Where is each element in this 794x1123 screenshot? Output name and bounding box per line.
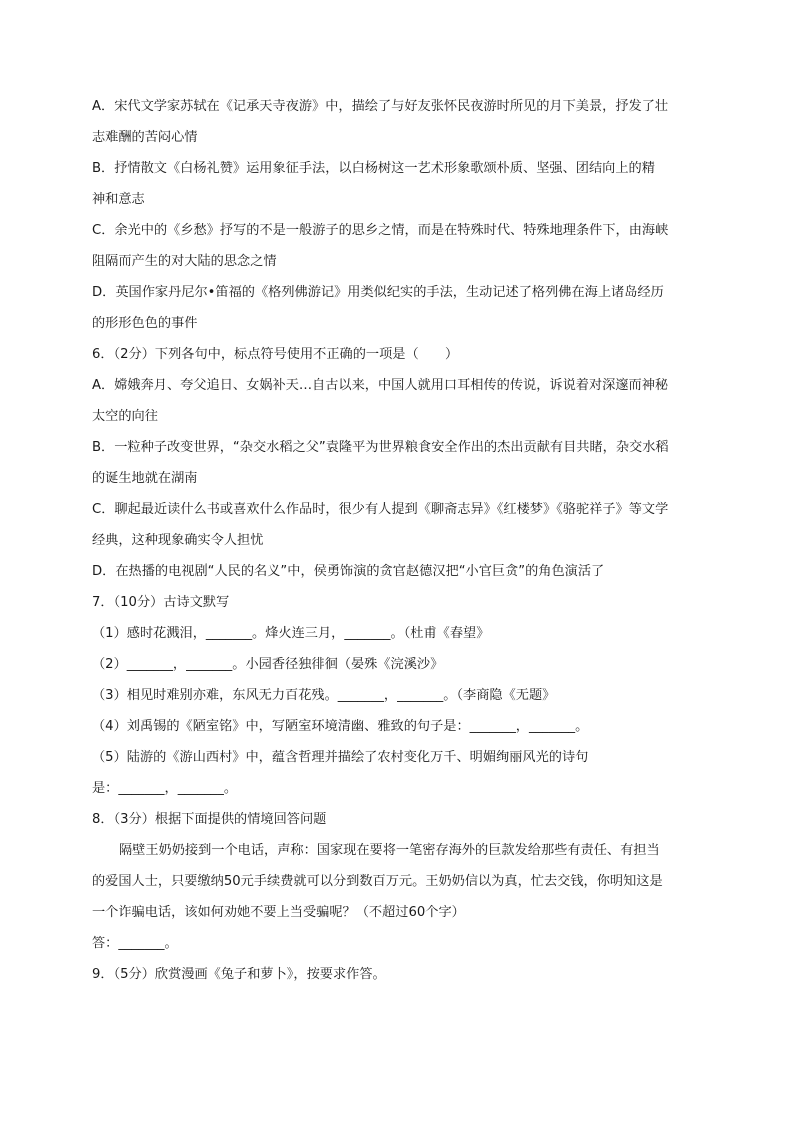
option-b-line-2: 神和意志 [92,192,145,207]
q6-option-c-line-2: 经典，这种现象确实令人担忧 [92,533,264,548]
q7-item-5-line-2: 是：_______，_______。 [92,781,238,796]
option-c-line-2: 阻隔而产生的对大陆的思念之情 [92,254,277,269]
q8-passage-line-3: 一个诈骗电话，该如何劝她不要上当受骗呢？（不超过60个字） [92,905,465,920]
option-d-line-2: 的形形色色的事件 [92,316,198,331]
option-a-line-2: 志难酬的苦闷心情 [92,130,198,145]
option-a-line-1: A．宋代文学家苏轼在《记承天寺夜游》中，描绘了与好友张怀民夜游时所见的月下美景，抒发了壮 [92,99,669,114]
option-d-line-1: D．英国作家丹尼尔•笛福的《格列佛游记》用类似纪实的手法，生动记述了格列佛在海上诸岛经历 [92,285,664,300]
q6-option-b-line-1: B．一粒种子改变世界，“杂交水稻之父”袁隆平为世界粮食安全作出的杰出贡献有目共睹，杂交水稻 [92,440,669,455]
option-c-line-1: C．余光中的《乡愁》抒写的不是一般游子的思乡之情，而是在特殊时代、特殊地理条件下，由海峡 [92,223,669,238]
option-b-line-1: B．抒情散文《白杨礼赞》运用象征手法，以白杨树这一艺术形象歌颂朴质、坚强、团结向上的精 [92,161,655,176]
q7-item-4: （4）刘禹锡的《陋室铭》中，写陋室环境清幽、雅致的句子是：_______，_______。 [92,719,589,734]
question-6-title: 6．（2分）下列各句中，标点符号使用不正确的一项是（ ） [92,347,459,362]
q7-item-1: （1）感时花溅泪，_______。烽火连三月，_______。（杜甫《春望》 [92,626,490,641]
q8-passage-line-2: 的爱国人士，只要缴纳50元手续费就可以分到数百万元。王奶奶信以为真，忙去交钱，你明知这是 [92,874,663,889]
q6-option-a-line-1: A．嫦娥奔月、夸父追日、女娲补天…自古以来，中国人就用口耳相传的传说，诉说着对深邃而神秘 [92,378,669,393]
q8-answer-line: 答：_______。 [92,936,178,951]
q7-item-2: （2）_______，_______。小园香径独徘徊（晏殊《浣溪沙》 [92,657,444,672]
q6-option-c-line-1: C．聊起最近读什么书或喜欢什么作品时，很少有人提到《聊斋志异》《红楼梦》《骆驼祥子》等文学 [92,502,669,517]
q8-passage-line-1: 隔壁王奶奶接到一个电话，声称：国家现在要将一笔密存海外的巨款发给那些有责任、有担当 [119,843,660,858]
q7-item-5-line-1: （5）陆游的《游山西村》中，蕴含哲理并描绘了农村变化万千、明媚绚丽风光的诗句 [92,750,589,765]
q6-option-d-line-1: D．在热播的电视剧“人民的名义”中，侯勇饰演的贪官赵德汉把“小官巨贪”的角色演活了 [92,564,605,579]
exam-page [92,96,704,995]
question-7-title: 7．（10分）古诗文默写 [92,595,230,610]
question-8-title: 8．（3分）根据下面提供的情境回答问题 [92,812,327,827]
q7-item-3: （3）相见时难别亦难，东风无力百花残。_______，_______。（李商隐《无题》 [92,688,556,703]
question-9-title: 9．（5分）欣赏漫画《兔子和萝卜》，按要求作答。 [92,967,386,982]
q6-option-b-line-2: 的诞生地就在湖南 [92,471,198,486]
q6-option-a-line-2: 太空的向往 [92,409,158,424]
